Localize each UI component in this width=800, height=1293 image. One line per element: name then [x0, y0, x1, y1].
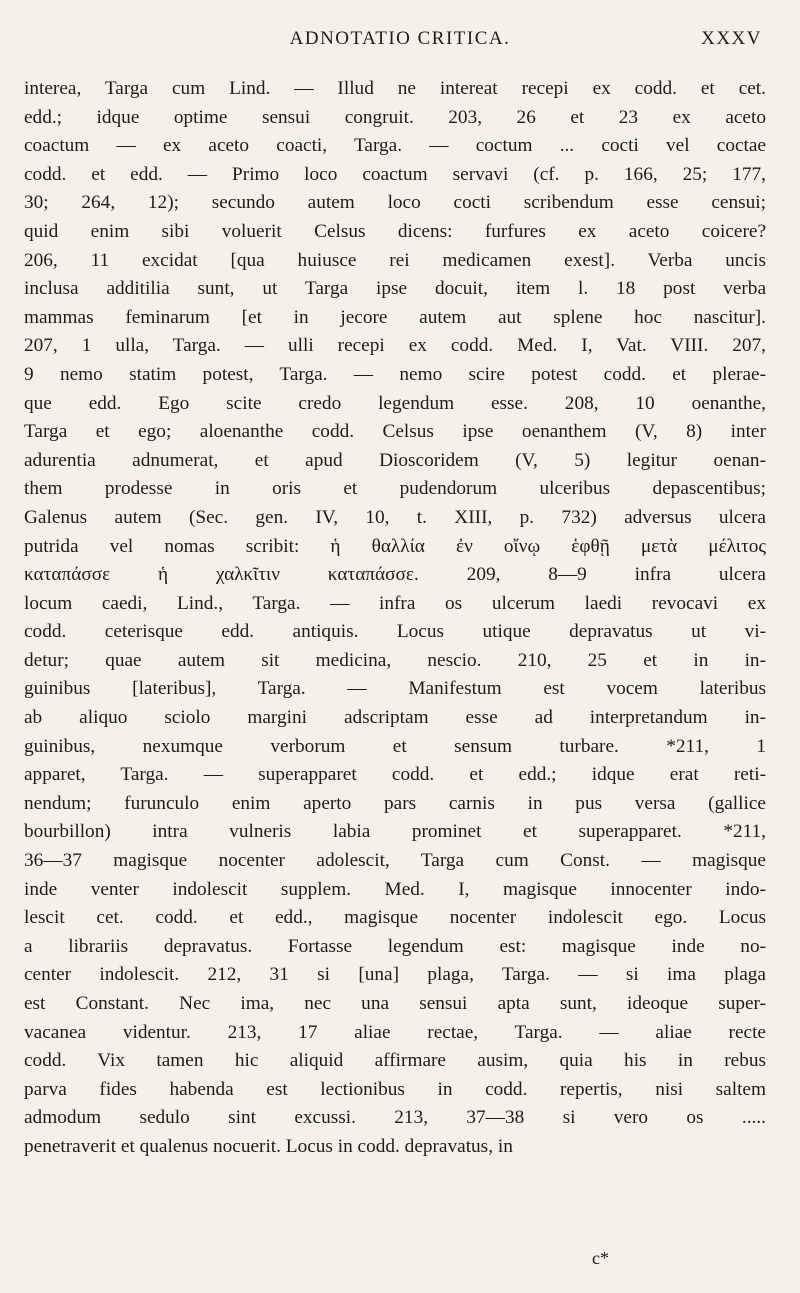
text-line: admodum sedulo sint excussi. 213, 37—38 si vero os ..... [24, 1107, 766, 1129]
text-line: edd.; idque optime sensui congruit. 203, 26 et 23 ex aceto [24, 106, 766, 128]
text-line: ab aliquo sciolo margini adscriptam esse ad interpretandum in- [24, 707, 766, 729]
text-line: quid enim sibi voluerit Celsus dicens: furfures ex aceto coicere? [24, 220, 766, 242]
text-line: 30; 264, 12); secundo autem loco cocti scribendum esse censui; [24, 192, 766, 214]
text-line: que edd. Ego scite credo legendum esse. 208, 10 oenanthe, [24, 392, 766, 414]
text-line: coactum — ex aceto coacti, Targa. — coctum ... cocti vel coctae [24, 135, 766, 157]
text-line: lescit cet. codd. et edd., magisque nocenter indolescit ego. Locus [24, 907, 766, 929]
text-line: nendum; furunculo enim aperto pars carnis in pus versa (gallice [24, 792, 766, 814]
text-line: locum caedi, Lind., Targa. — infra os ulcerum laedi revocavi ex [24, 592, 766, 614]
text-line: inclusa additilia sunt, ut Targa ipse docuit, item l. 18 post verba [24, 278, 766, 300]
text-line: inde venter indolescit supplem. Med. I, magisque innocenter indo- [24, 878, 766, 900]
text-line: guinibus [lateribus], Targa. — Manifestum est vocem lateribus [24, 678, 766, 700]
critical-notes-text [24, 75, 766, 1162]
running-title: ADNOTATIO CRITICA. [289, 28, 511, 49]
text-line: est Constant. Nec ima, nec una sensui apta sunt, ideoque super- [24, 993, 766, 1014]
text-line: penetraverit et qualenus nocuerit. Locus in codd. depravatus, in [24, 1135, 513, 1157]
text-line: Galenus autem (Sec. gen. IV, 10, t. XIII, p. 732) adversus ulcera [24, 506, 766, 528]
text-line: bourbillon) intra vulneris labia prominet et superapparet. *211, [24, 821, 766, 843]
text-line: 36—37 magisque nocenter adolescit, Targa cum Const. — magisque [24, 850, 766, 872]
text-line: putrida vel nomas scribit: ἡ θαλλία ἐν οἴνῳ ἑφθῇ μετὰ μέλιτος [24, 535, 766, 557]
text-line: καταπάσσε ἡ χαλκῖτιν καταπάσσε. 209, 8—9 infra ulcera [24, 564, 766, 586]
text-line: 207, 1 ulla, Targa. — ulli recepi ex codd. Med. I, Vat. VIII. 207, [24, 335, 766, 357]
text-line: parva fides habenda est lectionibus in codd. repertis, nisi saltem [24, 1078, 766, 1100]
signature-mark: c* [592, 1248, 609, 1268]
text-line: them prodesse in oris et pudendorum ulceribus depascentibus; [24, 478, 766, 500]
text-line: adurentia adnumerat, et apud Dioscoridem (V, 5) legitur oenan- [24, 449, 766, 471]
text-line: vacanea videntur. 213, 17 aliae rectae, Targa. — aliae recte [24, 1021, 766, 1043]
text-line: codd. et edd. — Primo loco coactum servavi (cf. p. 166, 25; 177, [24, 163, 766, 185]
text-line: Targa et ego; aloenanthe codd. Celsus ipse oenanthem (V, 8) inter [24, 421, 766, 443]
text-line: 206, 11 excidat [qua huiusce rei medicamen exest]. Verba uncis [24, 249, 766, 271]
text-line: a librariis depravatus. Fortasse legendum est: magisque inde no- [24, 935, 766, 957]
running-header [0, 28, 800, 58]
text-line: codd. ceterisque edd. antiquis. Locus utique depravatus ut vi- [24, 621, 766, 643]
text-line: guinibus, nexumque verborum et sensum turbare. *211, 1 [24, 735, 766, 757]
text-line: codd. Vix tamen hic aliquid affirmare ausim, quia his in rebus [24, 1050, 766, 1072]
text-line: interea, Targa cum Lind. — Illud ne intereat recepi ex codd. et cet. [24, 78, 766, 99]
text-line: apparet, Targa. — superapparet codd. et edd.; idque erat reti- [24, 764, 766, 786]
page-number: XXXV [701, 28, 762, 49]
text-line: detur; quae autem sit medicina, nescio. 210, 25 et in in- [24, 649, 766, 671]
text-line: center indolescit. 212, 31 si [una] plaga, Targa. — si ima plaga [24, 964, 766, 986]
text-line: mammas feminarum [et in jecore autem aut splene hoc nascitur]. [24, 306, 766, 328]
text-line: 9 nemo statim potest, Targa. — nemo scire potest codd. et plerae- [24, 363, 766, 385]
